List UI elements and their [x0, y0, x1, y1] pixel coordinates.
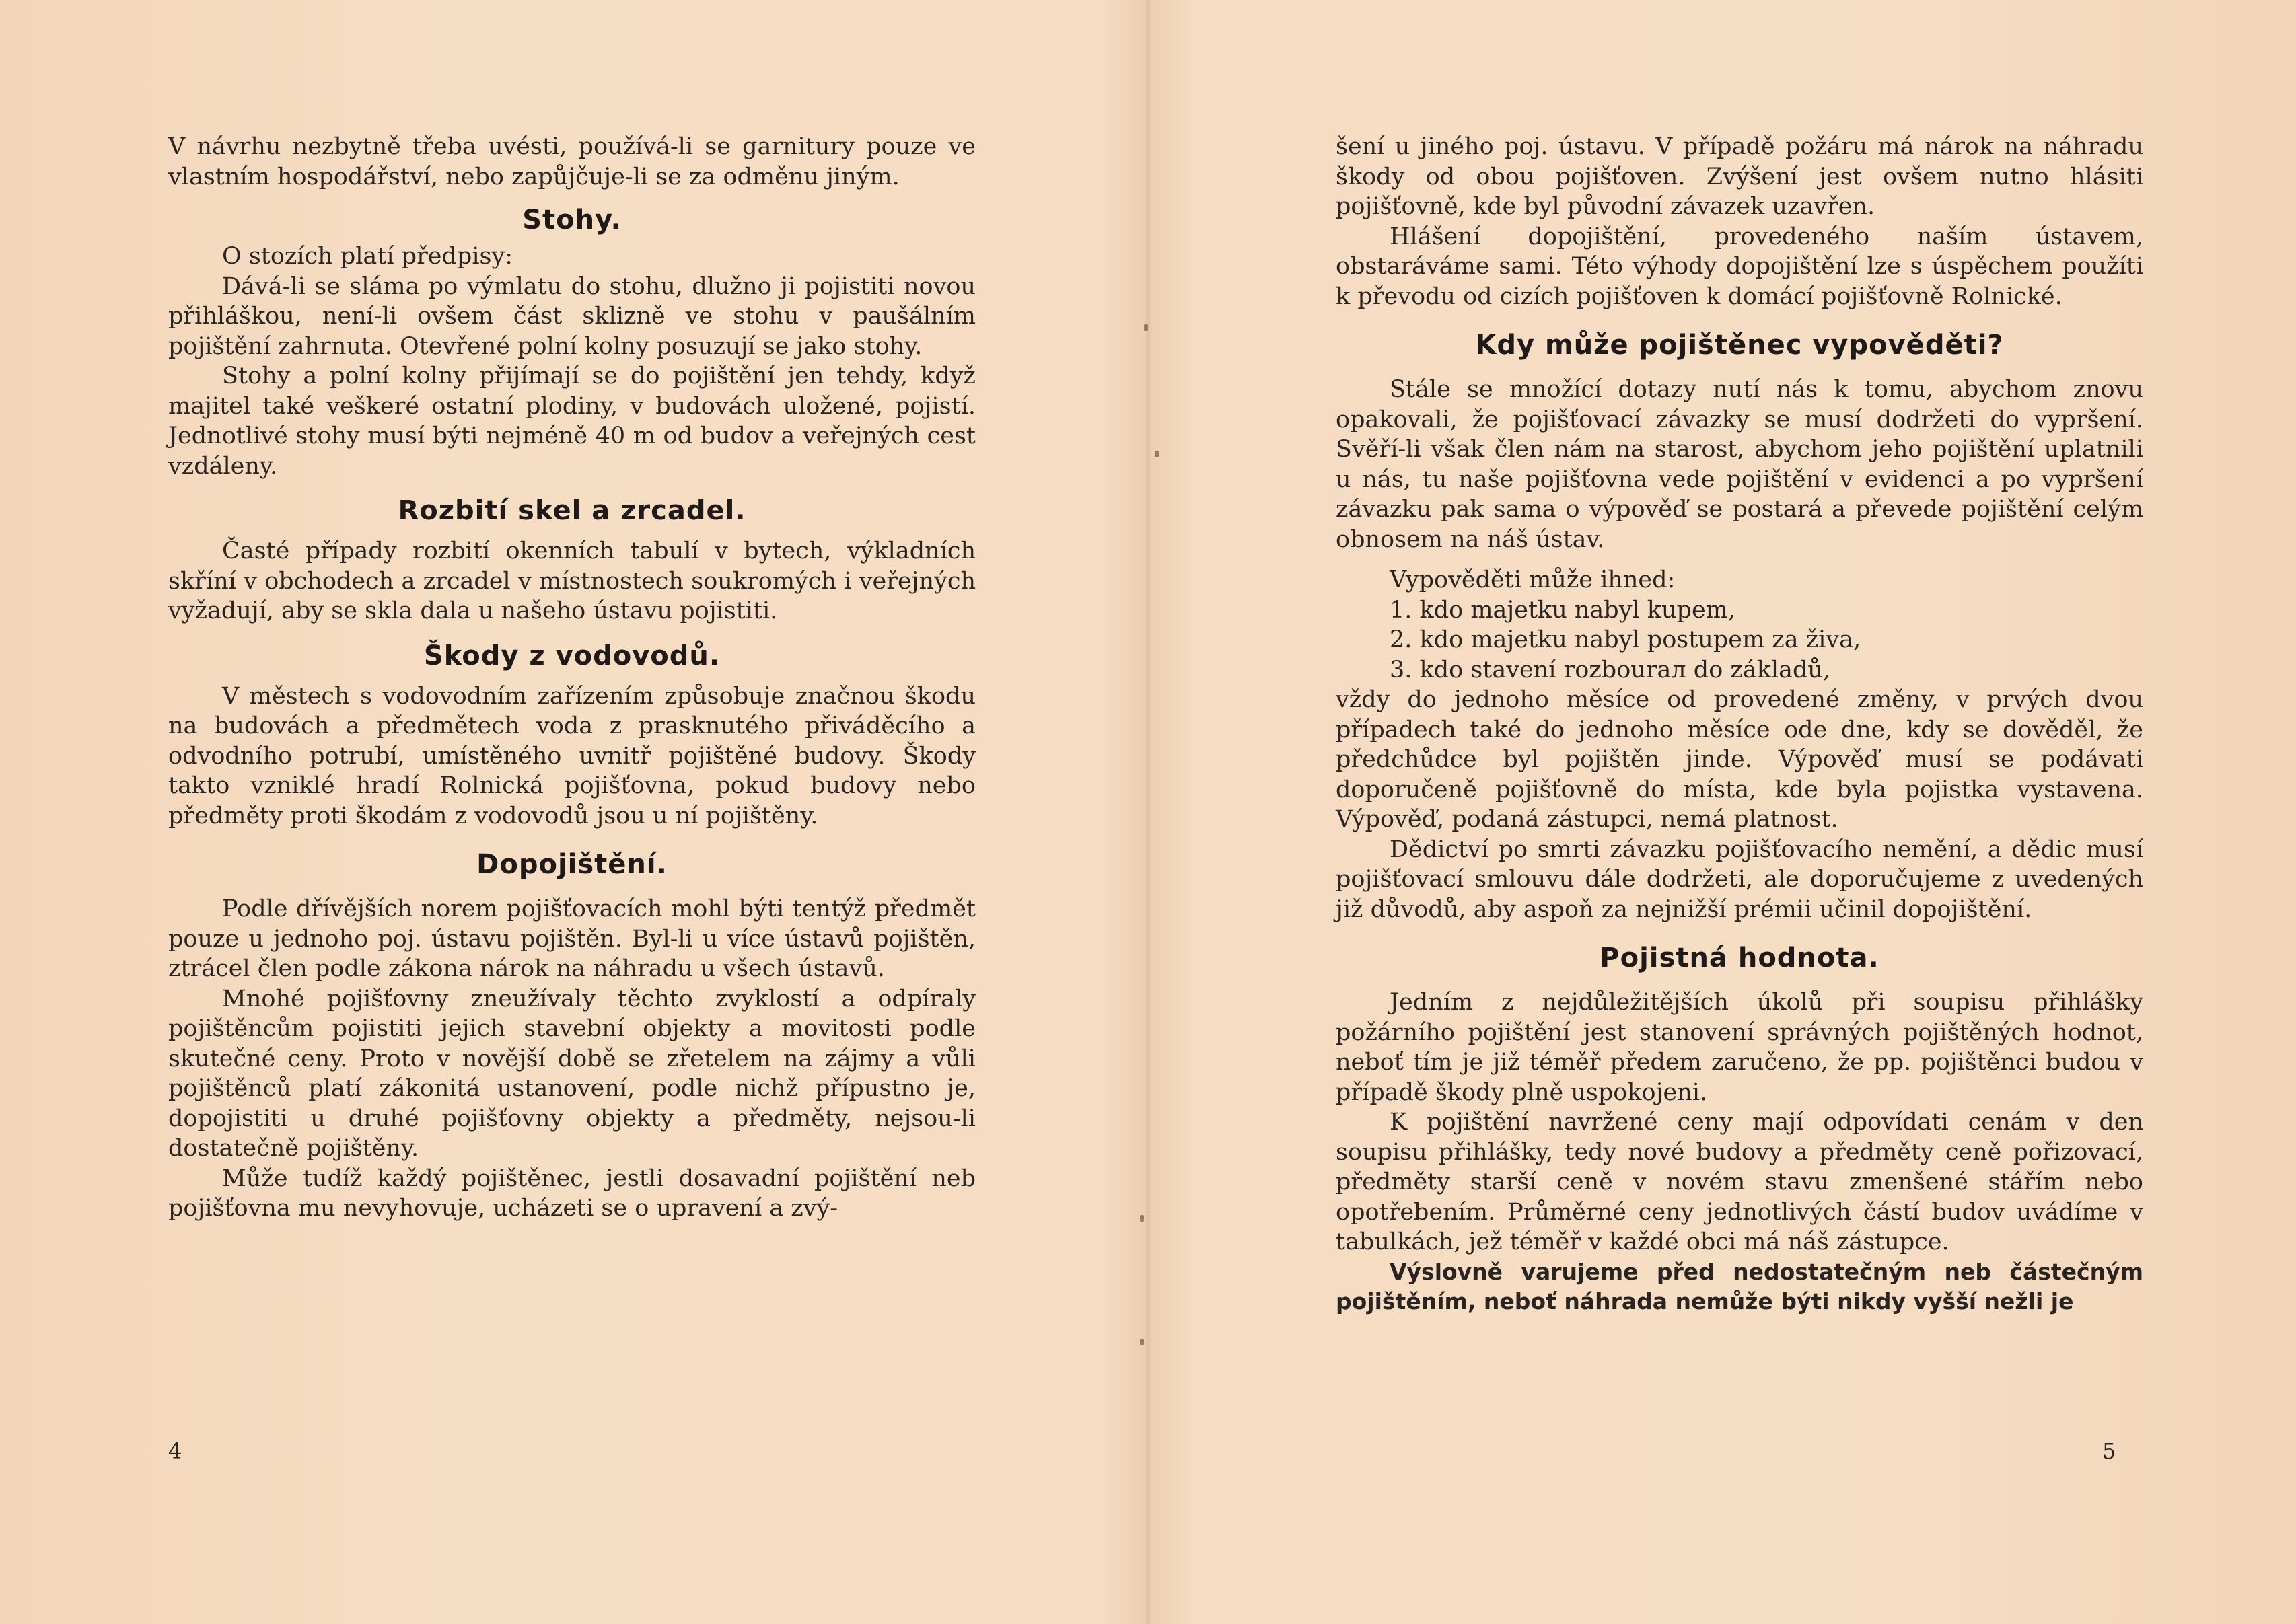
paper-speck [1155, 451, 1159, 457]
stohy-paragraph-3: Stohy a polní kolny přijímají se do pojištění jen tehdy, když majitel také veškeré ostatní plodiny, v budovách uložené, pojistí. Jednotlivé stohy musí býti nejméně 40 m od budov a veřejných cest vzdáleny. [168, 363, 976, 480]
right-page [1336, 132, 2143, 1317]
page-number-left: 4 [168, 1438, 182, 1464]
vypovedeti-list [1336, 595, 2143, 686]
hodnota-warning-paragraph: Výslovně varujeme před nedostatečným neb částečným pojištěním, neboť náhrada nemůže býti nikdy vyšší nežli je [1336, 1258, 2143, 1315]
page-number-right: 5 [2102, 1438, 2116, 1464]
vypovedeti-paragraph-3: vždy do jednoho měsíce od provedené změny, v prvých dvou případech také do jednoho měsíce ode dne, kdy se dověděl, že předchůdce byl pojištěn jinde. Výpověď musí se podávati doporučeně pojišťovně do místa, kde byla pojistka vystavena. Výpověď, podaná zástupci, nemá platnost. [1336, 686, 2143, 833]
dopojisteni-paragraph-1: Podle dřívějších norem pojišťovacích mohl býti tentýž předmět pouze u jednoho poj. ústavu pojištěn. Byl-li u více ústavů pojištěn, ztrácel člen podle zákona nárok na náhradu u všech ústavů. [168, 895, 976, 982]
section-heading-dopojisteni: Dopojištění. [476, 849, 668, 880]
list-item: 3. kdo stavení rozbourал do základů, [1390, 656, 1831, 684]
skla-paragraph-1: Časté případy rozbití okenních tabulí v bytech, výkladních skříní v obchodech a zrcadel v místnostech soukromých i veřejných vyžadují, aby se skla dala u našeho ústavu pojistiti. [168, 538, 976, 624]
hodnota-paragraph-2: K pojištění navržené ceny mají odpovídati cenám v den soupisu přihlášky, tedy nové budovy a předměty ceně pořizovací, předměty starší ceně v novém stavu zmenšené stářím nebo opotřebením. Průměrné ceny jednotlivých částí budov uvádíme v tabulkách, jež téměř v každé obci má náš zástupce. [1336, 1109, 2143, 1255]
section-heading-skody-z-vodovodu: Škody z vodovodů. [423, 640, 721, 671]
list-item: 2. kdo majetku nabyl postupem za živa, [1390, 626, 1861, 653]
paper-speck [1144, 324, 1148, 331]
paper-speck [1140, 1339, 1144, 1345]
section-heading-stohy: Stohy. [522, 205, 622, 235]
intro-paragraph: V návrhu nezbytně třeba uvésti, používá-li se garnitury pouze ve vlastním hospodářství, nebo zapůjčuje-li se za odměnu jiným. [168, 133, 976, 190]
stohy-paragraph-1: O stozích platí předpisy: [222, 243, 513, 270]
vypovedeti-paragraph-2: Vypověděti může ihned: [1390, 566, 1676, 593]
book-gutter [1144, 0, 1152, 1624]
list-item: 1. kdo majetku nabyl kupem, [1390, 596, 1735, 624]
vodovody-paragraph-1: V městech s vodovodním zařízením způsobuje značnou škodu na budovách a předmětech voda z prasknutého přiváděcího a odvodního potrubí, umístěného uvnitř pojištěné budovy. Škody takto vzniklé hradí Rolnická pojišťovna, pokud budovy nebo předměty proti škodám z vodovodů jsou u ní pojištěny. [168, 682, 976, 829]
hodnota-paragraph-1: Jedním z nejdůležitějších úkolů při soupisu přihlášky požárního pojištění jest stanovení správných pojištěných hodnot, neboť tím je již téměř předem zaručeno, že pp. pojištěnci budou v případě škody plně uspokojeni. [1336, 989, 2143, 1106]
dopojisteni-hlaseni-paragraph: Hlášení dopojištění, provedeného naším ústavem, obstaráváme sami. Této výhody dopojištění lze s úspěchem použíti k převodu od cizích pojišťoven k domácí pojišťovně Rolnické. [1336, 223, 2143, 310]
vypovedeti-paragraph-1: Stále se množící dotazy nutí nás k tomu, abychom znovu opakovali, že pojišťovací závazky se musí dodržeti do vypršení. Svěří-li však člen nám na starost, abychom jeho pojištění uplatnili u nás, tu naše pojišťovna vede pojištění v evidenci a po vypršení závazku pak sama o výpověď se postará a převede pojištění celým obnosem na náš ústav. [1336, 376, 2143, 553]
dopojisteni-paragraph-3: Může tudíž každý pojištěnec, jestli dosavadní pojištění neb pojišťovna mu nevyhovuje, ucházeti se o upravení a zvý- [168, 1165, 976, 1222]
section-heading-pojistna-hodnota: Pojistná hodnota. [1600, 943, 1879, 973]
section-heading-rozbiti-skel: Rozbití skel a zrcadel. [398, 495, 746, 526]
left-page [168, 132, 976, 1224]
section-heading-kdy-muze-vypovedeti: Kdy může pojištěnec vypověděti? [1475, 330, 2004, 361]
continuation-paragraph: šení u jiného poj. ústavu. V případě požáru má nárok na náhradu škody od obou pojišťoven. Zvýšení jest ovšem nutno hlásiti pojišťovně, kde byl původní závazek uzavřen. [1336, 133, 2143, 220]
stohy-paragraph-2: Dává-li se sláma po výmlatu do stohu, dlužno ji pojistiti novou přihláškou, není-li ovšem část sklizně ve stohu v paušálním pojištění zahrnuta. Otevřené polní kolny posuzují se jako stohy. [168, 272, 976, 360]
dopojisteni-paragraph-2: Mnohé pojišťovny zneužívaly těchto zvyklostí a odpíraly pojištěncům pojistiti jejich stavební objekty a movitosti podle skutečné ceny. Proto v novější době se zřetelem na zájmy a vůli pojištěnců platí zákonitá ustanovení, podle nichž přípustno je, dopojistiti u druhé pojišťovny objekty a předměty, nejsou-li dostatečně pojištěny. [168, 985, 976, 1162]
vypovedeti-paragraph-4: Dědictví po smrti závazku pojišťovacího nemění, a dědic musí pojišťovací smlouvu dále dodržeti, ale doporučujeme z uvedených již důvodů, aby aspoň za nejnižší prémii učinil dopojištění. [1336, 836, 2143, 923]
paper-speck [1140, 1215, 1144, 1222]
